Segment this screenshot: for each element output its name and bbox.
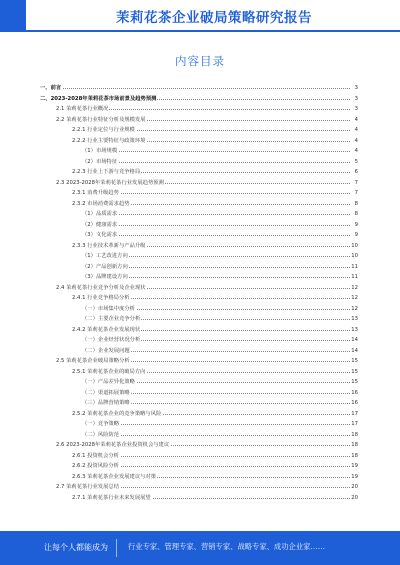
toc-entry-page: 3 [351,84,358,93]
toc-entry[interactable] [0,305,360,314]
page-footer [0,531,400,565]
toc-entry-page: 4 [351,147,358,156]
toc-entry-title: 2.2.3 行业上下游与竞争格局 [72,169,141,175]
toc-entry-page: 4 [351,116,358,125]
footer-divider [116,539,117,557]
page-header [0,0,400,34]
toc-entry-title: 2.3.3 行业技术革新与产品升级 [72,242,146,249]
toc-entry-title: （1）市场规模 [82,148,118,154]
toc-entry-page: 13 [351,326,358,333]
toc-entry-title: （1）品质需求 [82,211,118,217]
toc-entry[interactable] [0,315,360,324]
toc-entry-title: （2）产品创新方向 [82,263,128,270]
toc-entry-title: （3）文化需求 [82,232,118,238]
toc-entry[interactable] [0,326,360,335]
toc-entry-page: 12 [351,284,358,291]
toc-entry-page: 7 [351,189,358,198]
toc-entry[interactable] [0,431,360,440]
toc-entry[interactable] [0,84,360,93]
toc-entry-title: 2.6.1 投资机会分析 [72,452,119,459]
toc-entry-title: 二、2023-2028年茉莉花茶市场前景及趋势预测 [40,95,157,102]
toc-entry-page: 8 [351,210,358,219]
toc-entry[interactable] [0,378,360,387]
toc-entry-title: 2.7 茉莉花茶行业发展总结 [56,484,120,490]
toc-entry-page: 3 [351,95,358,104]
toc-entry[interactable] [0,494,360,503]
toc-entry-title: （二）主要企业竞争分析 [82,316,141,322]
toc-entry-page: 12 [351,295,358,301]
toc-entry-title: 2.6.3 茉莉花茶企业发展建议与对策 [72,473,157,480]
toc-entry-page: 9 [351,221,358,230]
toc-entry[interactable] [0,210,360,219]
toc-entry[interactable] [0,368,360,377]
toc-entry[interactable] [0,462,360,471]
toc-entry[interactable] [0,137,360,146]
toc-entry-page: 18 [351,452,358,459]
toc-entry-title: （二）企业发展问题 [82,347,130,354]
toc-entry-title: （1）工艺改进方向 [82,253,128,259]
toc-entry-title: 2.2.2 行业主要特征与政策环境 [72,137,146,144]
toc-entry-title: 2.3 2023-2028年茉莉花茶行业发展趋势预测 [56,179,164,186]
toc-entry-title: （2）健康需求 [82,221,118,228]
toc-entry-page: 10 [351,253,358,259]
toc-entry-title: 2.6.2 投资风险分析 [72,463,119,469]
toc-entry[interactable] [0,189,360,198]
toc-leader-dots [82,225,352,226]
footer-tagline: 行业专家、管理专家、营销专家、战略专家、成功企业家…… [128,542,326,551]
toc-entry-title: 2.4.2 茉莉花茶企业发展现状 [72,326,141,333]
toc-entry-page: 18 [351,442,358,448]
toc-leader-dots [82,162,352,163]
toc-entry[interactable] [0,389,360,398]
toc-entry-page: 18 [351,431,358,438]
toc-entry-page: 19 [351,473,358,480]
toc-entry-page: 11 [351,274,358,280]
toc-leader-dots [82,214,352,215]
toc-leader-dots [82,235,352,236]
toc-entry-page: 15 [351,379,358,385]
toc-entry-title: 2.1 茉莉花茶行业概况 [56,106,109,112]
toc-entry-page: 15 [351,368,358,375]
toc-leader-dots [40,88,352,89]
toc-entry-title: 2.3.1 消费升级趋势 [72,190,119,196]
toc-entry-page: 9 [351,231,358,240]
toc-entry-title: （一）竞争策略 [82,421,120,427]
toc-entry-title: （一）产品差异化策略 [82,379,135,385]
toc-entry[interactable] [0,273,360,282]
toc-entry[interactable] [0,263,360,272]
toc-entry-title: 2.4.1 行业竞争格局分析 [72,295,130,301]
header-rule [26,30,400,32]
toc-entry-page: 16 [351,389,358,396]
toc-entry-page: 20 [351,484,358,490]
toc-entry[interactable] [0,294,360,303]
toc-entry-page: 13 [351,316,358,322]
toc-entry[interactable] [0,399,360,408]
toc-entry-page: 14 [351,347,358,354]
toc-entry[interactable] [0,105,360,114]
toc-entry-title: （3）品牌建设方向 [82,274,128,280]
toc-entry-title: （一）企业经营状况分析 [82,337,141,343]
toc-entry-page: 17 [351,421,358,427]
toc-entry[interactable] [0,95,360,104]
toc-entry-page: 12 [351,305,358,312]
toc-entry[interactable] [0,252,360,261]
toc-entry-page: 17 [351,410,358,417]
toc-entry-title: 2.7.1 茉莉花茶行业未来发展展望 [72,494,151,501]
toc-entry[interactable] [0,200,360,209]
toc-entry[interactable] [0,336,360,345]
toc-entry-page: 19 [351,463,358,469]
toc-entry-page: 6 [351,168,358,177]
toc-entry[interactable] [0,158,360,167]
toc-entry-page: 16 [351,400,358,406]
toc-entry-title: （三）品牌营销策略 [82,400,130,406]
toc-entry-page: 7 [351,179,358,188]
toc-entry-page: 14 [351,337,358,343]
toc-entry-title: 2.5 茉莉花茶企业破局策略分析 [56,358,130,364]
toc-entry-title: 2.2 茉莉花茶行业特征分析及规模发展 [56,116,146,123]
footer-slogan: 让每个人都能成为 [44,543,108,552]
toc-leader-dots [82,424,352,425]
toc-entry-page: 4 [351,137,358,146]
toc-entry-title: 2.3.2 市场消费需求趋势 [72,200,130,207]
toc-entry[interactable] [0,126,360,135]
header-accent-bar [0,0,26,32]
toc-entry-page: 4 [351,126,358,135]
toc-entry[interactable] [0,242,360,251]
toc-entry-title: 一、前言 [40,85,62,91]
toc-entry[interactable] [0,221,360,230]
toc-entry[interactable] [0,483,360,492]
toc-heading: 内容目录 [175,54,225,68]
toc-entry-page: 5 [351,158,358,167]
toc-entry[interactable] [0,357,360,366]
toc-entry[interactable] [0,231,360,240]
toc-leader-dots [82,151,352,152]
toc-entry-title: （二）风险防范 [82,431,120,438]
toc-entry-page: 10 [351,242,358,249]
toc-entry[interactable] [0,452,360,461]
toc-entry[interactable] [0,147,360,156]
toc-entry-page: 3 [351,105,358,114]
toc-entry[interactable] [0,116,360,125]
toc-entry-title: 2.5.1 茉莉花茶企业的破局方向 [72,368,146,375]
toc-entry-title: （2）市场特征 [82,158,118,165]
toc-entry-page: 20 [351,494,358,501]
toc-entry[interactable] [0,284,360,293]
toc-entry[interactable] [0,179,360,188]
toc-entry-title: （二）渠道拓展策略 [82,389,130,396]
toc-entry-page: 8 [351,200,358,209]
toc-entry[interactable] [0,168,360,177]
report-title: 茉莉花茶企业破局策略研究报告 [116,10,312,26]
toc-entry-page: 15 [351,358,358,364]
toc-entry[interactable] [0,441,360,450]
toc-entry-page: 11 [351,263,358,270]
toc-entry-title: （一）市场集中度分析 [82,305,135,312]
toc-entry-title: 2.6 2023-2028年茉莉花茶企业投资机会与建议 [56,442,170,448]
toc-leader-dots [82,435,352,436]
toc-entry[interactable] [0,347,360,356]
toc-entry[interactable] [0,410,360,419]
toc-entry[interactable] [0,420,360,429]
toc-entry-title: 2.5.2 茉莉花茶企业的竞争策略与风险 [72,410,162,417]
toc-entry[interactable] [0,473,360,482]
toc-entry-title: 2.2.1 行业定位与行业规模 [72,127,135,133]
toc-entry-title: 2.4 茉莉花茶行业竞争分析及企业现状 [56,284,146,291]
